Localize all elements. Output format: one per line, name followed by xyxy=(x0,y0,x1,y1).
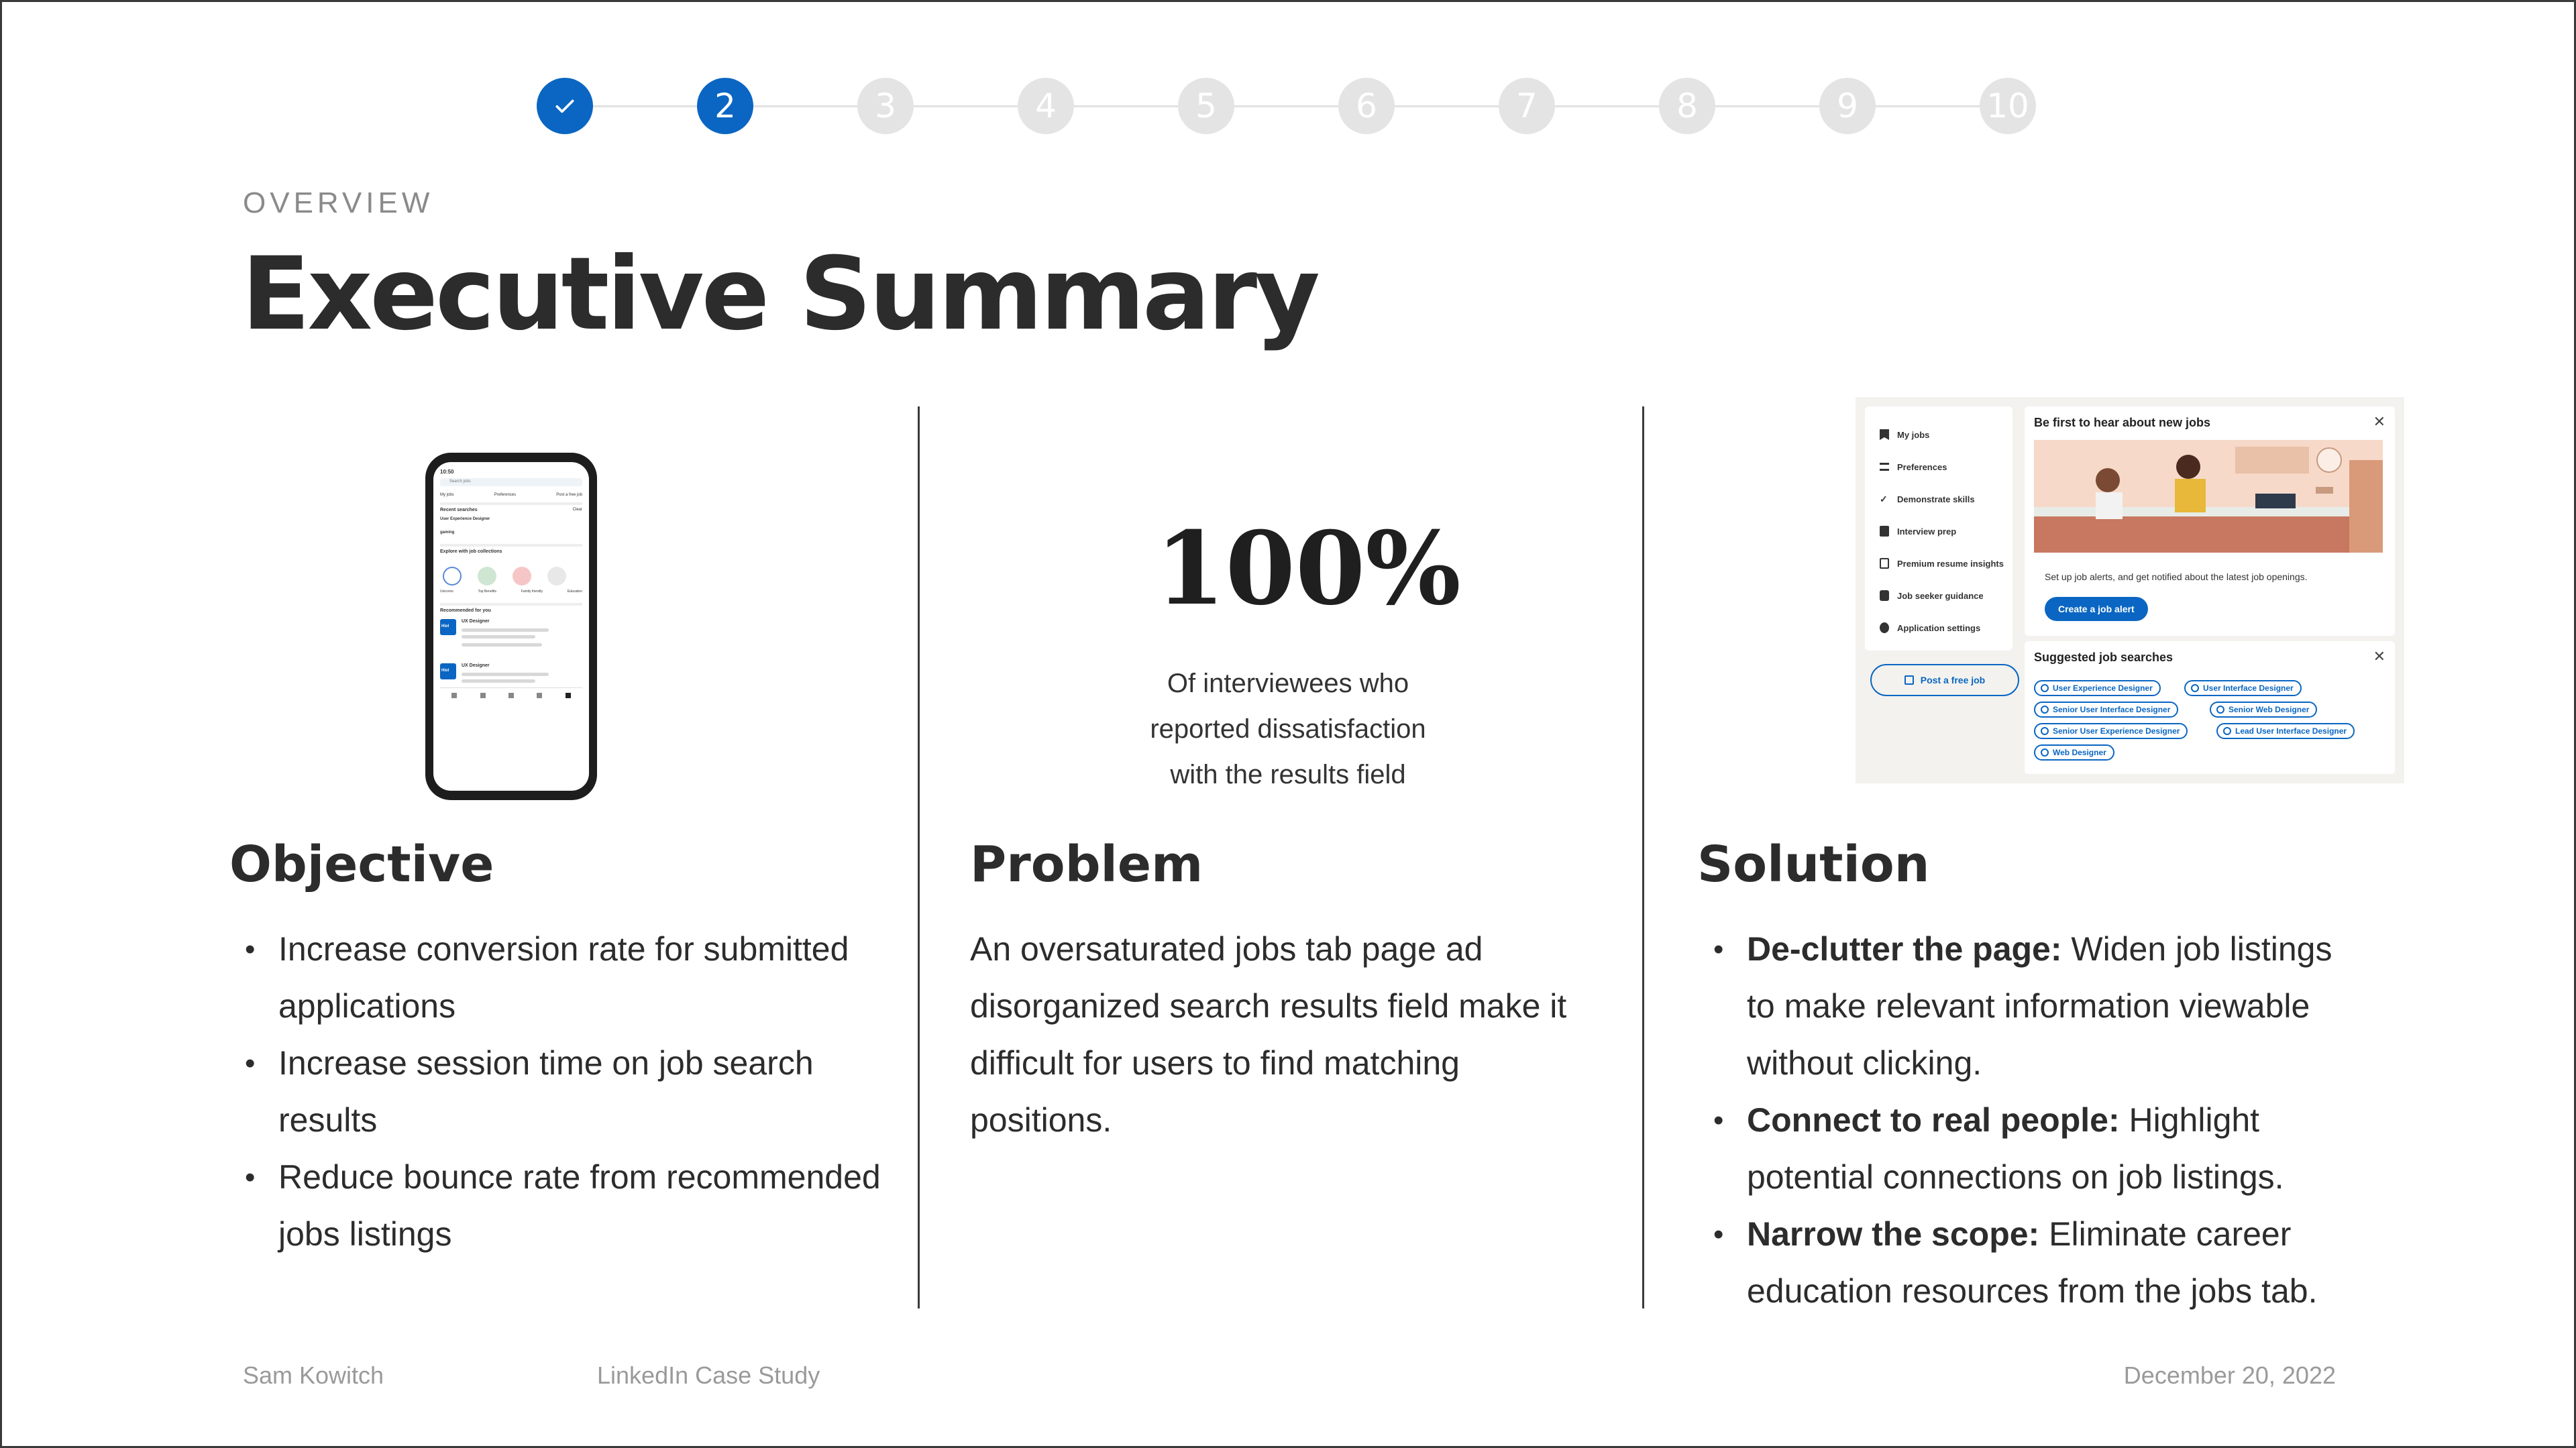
list-icon xyxy=(1880,463,1889,471)
network-icon[interactable] xyxy=(480,693,486,698)
column-divider xyxy=(918,406,920,1308)
phone-job-meta xyxy=(462,679,535,683)
sidebar-item-preferences[interactable] xyxy=(1880,451,2012,483)
search-chip[interactable]: Senior Web Designer xyxy=(2210,702,2317,718)
step-9[interactable]: 9 xyxy=(1819,78,1876,134)
office-illustration xyxy=(2034,440,2383,553)
notifications-icon[interactable] xyxy=(537,693,542,698)
job-alert-description: Set up job alerts, and get notified about the latest job openings. xyxy=(2045,571,2308,582)
solution-item-text: Widen job listings to make relevant information viewable without clicking. xyxy=(1747,930,2332,1082)
solution-item-text: Highlight potential connections on job listings. xyxy=(1747,1101,2284,1196)
collection-label: Top Benefits xyxy=(478,590,497,594)
phone-search-input[interactable]: Search jobs xyxy=(440,478,582,486)
phone-status-time: 10:50 xyxy=(440,469,454,475)
sidebar-item-my-jobs[interactable] xyxy=(1880,419,2012,451)
bookmark-icon xyxy=(1880,429,1889,440)
close-icon[interactable]: ✕ xyxy=(2373,413,2385,430)
phone-job-meta xyxy=(462,673,549,676)
search-chip[interactable]: User Experience Designer xyxy=(2034,680,2161,696)
jobs-sidebar xyxy=(1865,406,2012,774)
objective-heading: Objective xyxy=(229,836,494,893)
phone-recent-item[interactable]: gaming xyxy=(440,531,455,535)
footer-date: December 20, 2022 xyxy=(2123,1361,2336,1389)
objective-item: • Increase session time on job search results xyxy=(278,1035,882,1149)
create-job-alert-button[interactable]: Create a job alert xyxy=(2045,597,2148,621)
jobs-icon[interactable] xyxy=(566,693,571,698)
step-7[interactable]: 7 xyxy=(1499,78,1555,134)
post-free-job-label: Post a free job xyxy=(1920,675,1986,685)
search-chip[interactable]: Lead User Interface Designer xyxy=(2216,723,2355,739)
post-free-job-button[interactable] xyxy=(1870,664,2019,696)
suggested-searches-card xyxy=(2025,641,2395,774)
collection-icon[interactable] xyxy=(547,567,566,586)
solution-item xyxy=(1747,921,2351,1092)
phone-job-meta xyxy=(462,628,549,632)
sidebar-item-interview-prep[interactable] xyxy=(1880,515,2012,547)
stat-caption-line: Of interviewees who xyxy=(1167,669,1409,698)
edit-icon xyxy=(1904,675,1914,685)
solution-item-lead: Connect to real people: xyxy=(1747,1101,2120,1139)
sidebar-item-job-seeker-guidance[interactable] xyxy=(1880,579,2012,612)
sidebar-item-premium-resume-insights[interactable] xyxy=(1880,547,2012,579)
objective-item: • Increase conversion rate for submitted applications xyxy=(278,921,882,1035)
stat-value: 100% xyxy=(1155,510,1461,628)
step-3[interactable]: 3 xyxy=(857,78,914,134)
collection-label: Family friendly xyxy=(521,590,543,594)
sidebar-item-demonstrate-skills[interactable] xyxy=(1880,483,2012,515)
step-8[interactable]: 8 xyxy=(1659,78,1715,134)
collection-icon[interactable] xyxy=(478,567,496,586)
job-alert-illustration xyxy=(2034,440,2383,553)
search-chip[interactable]: Web Designer xyxy=(2034,744,2114,761)
collection-label: Unicorns xyxy=(440,590,453,594)
close-icon[interactable]: ✕ xyxy=(2373,648,2385,665)
sidebar-item-label: Job seeker guidance xyxy=(1897,590,1984,601)
step-6[interactable]: 6 xyxy=(1338,78,1395,134)
jobs-sidebar-card xyxy=(1865,406,2012,651)
sidebar-item-label: Demonstrate skills xyxy=(1897,494,1975,504)
search-chip[interactable]: User Interface Designer xyxy=(2184,680,2302,696)
phone-tab[interactable]: Preferences xyxy=(494,493,517,497)
footer-author: Sam Kowitch xyxy=(243,1361,384,1389)
objective-list xyxy=(278,921,882,1263)
phone-screen xyxy=(433,462,589,791)
section-overline: OVERVIEW xyxy=(243,186,434,219)
sidebar-item-application-settings[interactable] xyxy=(1880,612,2012,644)
stat-caption-line: reported dissatisfaction xyxy=(1150,714,1426,744)
stat-caption xyxy=(1046,661,1529,797)
home-icon[interactable] xyxy=(451,693,457,698)
step-1-completed[interactable] xyxy=(537,78,593,134)
phone-clear-link[interactable]: Clear xyxy=(572,508,582,512)
phone-tab[interactable]: Post a free job xyxy=(556,493,582,497)
phone-recent-searches: Recent searches xyxy=(440,508,478,512)
job-alert-card xyxy=(2025,406,2395,636)
solution-item xyxy=(1747,1206,2351,1320)
phone-separator xyxy=(440,502,582,505)
stat-caption-line: with the results field xyxy=(1170,760,1406,789)
sidebar-item-label: Application settings xyxy=(1897,622,1981,633)
phone-mockup xyxy=(425,453,597,800)
search-chip[interactable]: Senior User Experience Designer xyxy=(2034,723,2188,739)
objective-list-wrap xyxy=(278,921,882,1263)
post-icon[interactable] xyxy=(508,693,514,698)
solution-item xyxy=(1747,1092,2351,1206)
suggested-searches-title: Suggested job searches xyxy=(2034,651,2174,664)
step-4[interactable]: 4 xyxy=(1018,78,1074,134)
phone-job-meta xyxy=(462,635,535,638)
sidebar-item-label: Preferences xyxy=(1897,461,1947,472)
solution-list xyxy=(1747,921,2351,1320)
sidebar-item-label: My jobs xyxy=(1897,429,1930,440)
collection-label: Education xyxy=(567,590,582,594)
gear-icon xyxy=(1880,622,1889,633)
phone-recommended-title: Recommended for you xyxy=(440,608,491,613)
solution-heading: Solution xyxy=(1697,836,1930,893)
progress-stepper xyxy=(537,78,2039,134)
checkmark-icon xyxy=(551,93,578,119)
check-icon: ✓ xyxy=(1880,494,1888,504)
step-5[interactable]: 5 xyxy=(1178,78,1234,134)
sidebar-item-label: Interview prep xyxy=(1897,526,1957,537)
phone-separator xyxy=(440,603,582,606)
phone-bottom-nav xyxy=(440,687,582,702)
phone-tab[interactable]: My jobs xyxy=(440,493,454,497)
video-icon xyxy=(1880,590,1889,601)
step-10[interactable]: 10 xyxy=(1980,78,2036,134)
solution-item-text: Eliminate career education resources from the jobs tab. xyxy=(1747,1215,2318,1310)
collection-icon[interactable] xyxy=(513,567,531,586)
search-chip[interactable]: Senior User Interface Designer xyxy=(2034,702,2178,718)
solution-list-wrap xyxy=(1747,921,2351,1320)
problem-heading: Problem xyxy=(970,836,1203,893)
step-2-current[interactable]: 2 xyxy=(697,78,753,134)
footer-project: LinkedIn Case Study xyxy=(597,1361,820,1389)
phone-collection-labels xyxy=(440,590,582,594)
stepper-line xyxy=(564,105,2012,107)
phone-job-title[interactable]: UX Designer xyxy=(462,663,490,668)
jobs-page-screenshot xyxy=(1856,397,2404,783)
company-logo: Hiol xyxy=(440,619,456,635)
job-alert-title: Be first to hear about new jobs xyxy=(2034,416,2211,429)
phone-collections-title: Explore with job collections xyxy=(440,549,502,554)
solution-item-lead: De-clutter the page: xyxy=(1747,930,2062,968)
collection-icon[interactable] xyxy=(443,567,462,586)
phone-tabs xyxy=(440,493,582,497)
solution-item-lead: Narrow the scope: xyxy=(1747,1215,2040,1253)
page-title: Executive Summary xyxy=(241,236,1318,353)
document-icon xyxy=(1880,558,1889,569)
phone-separator xyxy=(440,544,582,547)
objective-item: • Reduce bounce rate from recommended jobs listings xyxy=(278,1149,882,1263)
clipboard-icon xyxy=(1880,526,1889,537)
company-logo: Hiol xyxy=(440,663,456,679)
problem-text: An oversaturated jobs tab page ad disorganized search results field make it difficult for users to find matching positions. xyxy=(970,930,1567,1139)
sidebar-item-label: Premium resume insights xyxy=(1897,558,2004,569)
phone-job-title[interactable]: UX Designer xyxy=(462,619,490,624)
phone-job-meta xyxy=(462,643,542,647)
phone-recent-item[interactable]: User Experience Designer xyxy=(440,517,490,521)
